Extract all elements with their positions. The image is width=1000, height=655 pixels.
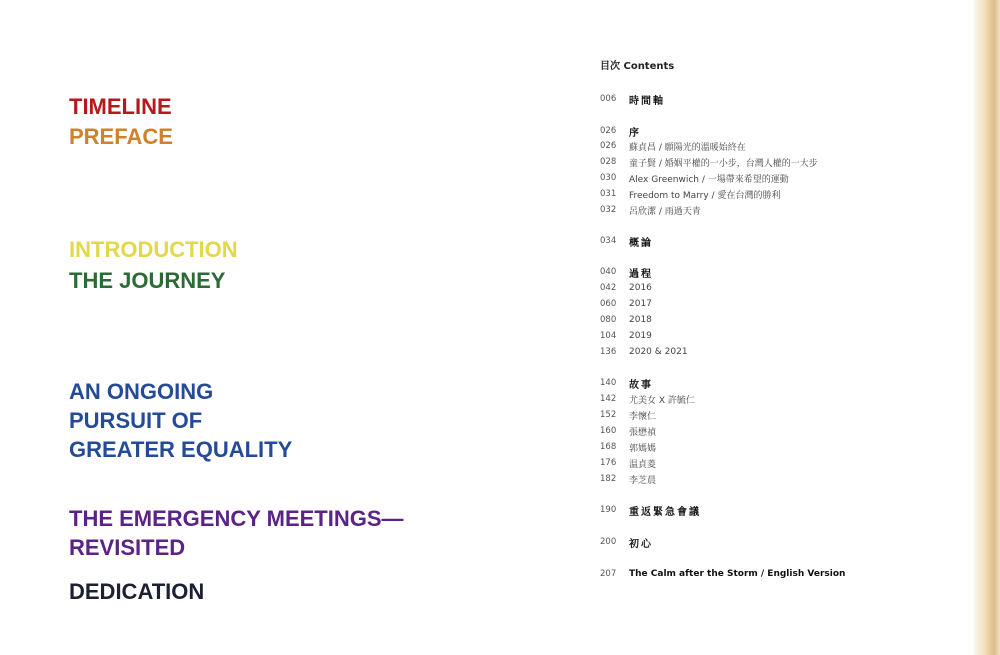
toc-page-number: 168 xyxy=(600,442,617,452)
toc-page-number: 030 xyxy=(600,173,617,183)
toc-row[interactable] xyxy=(600,567,845,581)
toc-heading: 目次 Contents xyxy=(600,61,675,72)
toc-entry-text: 2018 xyxy=(629,315,652,325)
toc-page-number: 040 xyxy=(600,267,617,277)
toc-page-number: 034 xyxy=(600,236,617,246)
toc-entry-text: 郭媽媽 xyxy=(629,443,657,454)
toc-page-number: 026 xyxy=(600,126,617,136)
title-introduction: INTRODUCTION xyxy=(69,237,238,262)
toc-entry-text: 2019 xyxy=(629,331,652,341)
toc-entry-text: 李芝晨 xyxy=(629,475,657,486)
toc-row[interactable] xyxy=(600,139,746,153)
toc-page-number: 042 xyxy=(600,283,617,293)
toc-row[interactable] xyxy=(600,171,789,185)
toc-row[interactable] xyxy=(600,392,695,406)
toc-entry-text: 重返緊急會議 xyxy=(629,506,701,518)
toc-page-number: 207 xyxy=(600,569,617,579)
toc-page-number: 140 xyxy=(600,378,617,388)
toc-entry-text: 温貞菱 xyxy=(629,459,657,470)
toc-page-number: 142 xyxy=(600,394,617,404)
book-page-edge xyxy=(974,0,1000,655)
toc-row[interactable] xyxy=(600,92,665,106)
title-preface: PREFACE xyxy=(69,124,173,149)
toc-entry-text: Alex Greenwich / 一場帶來希望的運動 xyxy=(629,174,789,185)
toc-page-number: 026 xyxy=(600,141,617,151)
toc-entry-text: 過程 xyxy=(629,268,653,280)
toc-entry-text: 初心 xyxy=(629,538,653,550)
toc-row[interactable] xyxy=(600,329,652,343)
toc-entry-text: 概論 xyxy=(629,237,653,249)
toc-entry-text: Freedom to Marry / 愛在台灣的勝利 xyxy=(629,190,781,201)
toc-entry-text: 2016 xyxy=(629,283,652,293)
toc-page-number: 152 xyxy=(600,410,617,420)
toc-row[interactable] xyxy=(600,535,653,549)
toc-entry-text: 張懋禎 xyxy=(629,427,657,438)
toc-entry-text: 李懷仁 xyxy=(629,411,657,422)
toc-entry-text: 故事 xyxy=(629,379,653,391)
toc-row[interactable] xyxy=(600,472,656,486)
toc-entry-text: 蘇貞昌 / 願陽光的溫暖始終在 xyxy=(629,142,746,153)
title-dedication: DEDICATION xyxy=(69,579,205,604)
toc-page-number: 190 xyxy=(600,505,617,515)
toc-row[interactable] xyxy=(600,234,653,248)
toc-row[interactable] xyxy=(600,456,656,470)
toc-row[interactable] xyxy=(600,203,701,217)
toc-page-number: 176 xyxy=(600,458,617,468)
toc-entry-text: The Calm after the Storm / English Version xyxy=(629,569,846,579)
toc-row[interactable] xyxy=(600,345,688,359)
toc-entry-text: 2020 & 2021 xyxy=(629,347,688,357)
toc-row[interactable] xyxy=(600,376,653,390)
toc-page-number: 006 xyxy=(600,94,617,104)
title-the-journey: THE JOURNEY xyxy=(69,268,226,293)
toc-row[interactable] xyxy=(600,187,780,201)
toc-row[interactable] xyxy=(600,503,701,517)
toc-entry-text: 呂欣潔 / 雨過天青 xyxy=(629,206,701,217)
title-timeline: TIMELINE xyxy=(69,94,172,119)
toc-entry-text: 尤美女 X 許毓仁 xyxy=(629,395,695,406)
toc-row[interactable] xyxy=(600,408,656,422)
toc-row[interactable] xyxy=(600,297,652,311)
toc-page-number: 104 xyxy=(600,331,617,341)
toc-row[interactable] xyxy=(600,313,652,327)
toc-entry-text: 2017 xyxy=(629,299,652,309)
toc-entry-text: 時間軸 xyxy=(629,95,665,107)
title-emergency-meetings: THE EMERGENCY MEETINGS— REVISITED xyxy=(69,506,404,560)
toc-page-number: 160 xyxy=(600,426,617,436)
toc-entry-text: 童子賢 / 婚姻平權的一小步，台灣人權的一大步 xyxy=(629,158,818,169)
title-ongoing-pursuit: AN ONGOING PURSUIT OF GREATER EQUALITY xyxy=(69,379,293,462)
toc-row[interactable] xyxy=(600,155,818,169)
toc-page-number: 182 xyxy=(600,474,617,484)
toc-row[interactable] xyxy=(600,424,656,438)
toc-page-number: 031 xyxy=(600,189,617,199)
toc-entry-text: 序 xyxy=(629,127,641,139)
toc-row[interactable] xyxy=(600,440,656,454)
toc-page-number: 080 xyxy=(600,315,617,325)
toc-page-number: 060 xyxy=(600,299,617,309)
toc-page-number: 200 xyxy=(600,537,617,547)
toc-row[interactable] xyxy=(600,265,653,279)
toc-row[interactable] xyxy=(600,124,641,138)
toc-row[interactable] xyxy=(600,281,652,295)
toc-page-number: 028 xyxy=(600,157,617,167)
toc-page-number: 136 xyxy=(600,347,617,357)
toc-page-number: 032 xyxy=(600,205,617,215)
